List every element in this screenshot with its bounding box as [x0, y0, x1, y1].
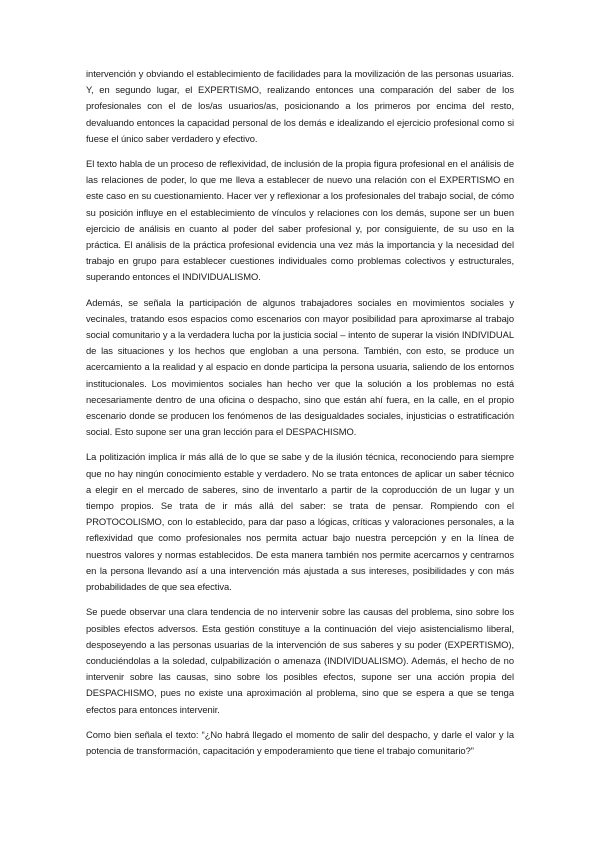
paragraph-1: intervención y obviando el establecimiento de facilidades para la movilización de las personas usuarias. Y, en segundo lugar, el EXPERTISMO, realizando entonces una comparación del saber de los profesionales con el de los/as usuarios/as, posicionando a los primeros por encima del resto, devaluando entonces la capacidad personal de los demás e idealizando el ejercicio profesional como si fuese el único saber verdadero y efectivo. [86, 68, 514, 144]
paragraph-4: La politización implica ir más allá de lo que se sabe y de la ilusión técnica, reconociendo para siempre que no hay ningún conocimiento estable y verdadero. No se trata entonces de aplicar un saber técnico a elegir en el mercado de saberes, sino de inventarlo a partir de la coproducción de un lugar y un tiempo propios. Se trata de ir más allá del saber: se trata de pensar. Rompiendo con el PROTOCOLISMO, con lo establecido, para dar paso a lógicas, críticas y valoraciones personales, a la reflexividad que como profesionales nos permita actuar bajo nuestra percepción y en la línea de nuestros valores y normas establecidos. De esta manera también nos permite acercarnos y centrarnos en la persona llevando así a una intervención más ajustada a sus intereses, posibilidades y con más probabilidades de que sea efectiva. [86, 451, 514, 593]
document-page [86, 66, 514, 768]
paragraph-5: Se puede observar una clara tendencia de no intervenir sobre las causas del problema, sino sobre los posibles efectos adversos. Esta gestión constituye a la continuación del viejo asistencialismo liberal, desposeyendo a las personas usuarias de la intervención de sus saberes y su poder (EXPERTISMO), conduciéndolas a la soledad, culpabilización o amenaza (INDIVIDUALISMO). Además, el hecho de no intervenir sobre las causas, sino sobre los posibles efectos, supone ser una acción propia del DESPACHISMO, pues no existe una aproximación al problema, sino que se espera a que se tenga efectos para entonces intervenir. [86, 606, 514, 715]
paragraph-2: El texto habla de un proceso de reflexividad, de inclusión de la propia figura profesional en el análisis de las relaciones de poder, lo que me lleva a establecer de nuevo una relación con el EXPERTISMO en este caso en su cuestionamiento. Hacer ver y reflexionar a los profesionales del trabajo social, de cómo su posición influye en el establecimiento de vínculos y relaciones con los demás, supone ser un buen ejercicio de análisis en cuanto al poder del saber profesional y, por consiguiente, de su uso en la práctica. El análisis de la práctica profesional evidencia una vez más la importancia y la necesidad del trabajo en grupo para establecer cuestiones individuales como problemas colectivos y estructurales, superando entonces el INDIVIDUALISMO. [86, 158, 514, 283]
paragraph-3: Además, se señala la participación de algunos trabajadores sociales en movimientos sociales y vecinales, tratando esos espacios como escenarios con mayor posibilidad para aproximarse al trabajo social comunitario y a la verdadera lucha por la justicia social – intento de superar la visión INDIVIDUAL de las situaciones y los hechos que engloban a una persona. También, con esto, se produce un acercamiento a la realidad y al espacio en donde participa la persona usuaria, saliendo de los entornos institucionales. Los movimientos sociales han hecho ver que la solución a los problemas no está necesariamente dentro de una oficina o despacho, sino que están ahí fuera, en la calle, en el propio escenario donde se producen los fenómenos de las desigualdades sociales, injusticias o estratificación social. Esto supone ser una gran lección para el DESPACHISMO. [86, 296, 514, 438]
paragraph-6: Como bien señala el texto: “¿No habrá llegado el momento de salir del despacho, y darle el valor y la potencia de transformación, capacitación y empoderamiento que tiene el trabajo comunitario?” [86, 728, 514, 756]
